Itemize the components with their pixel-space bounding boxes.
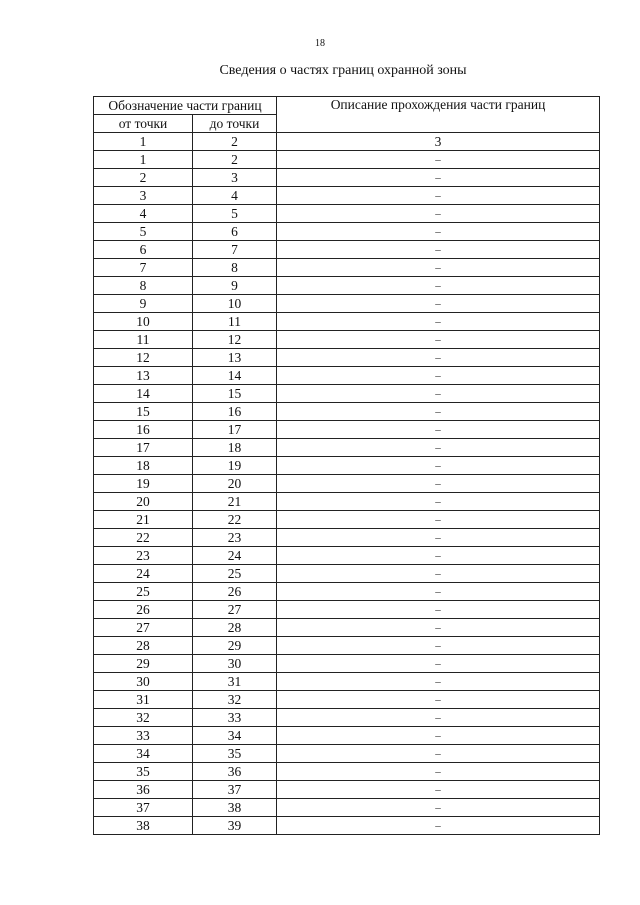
table-row — [94, 205, 600, 223]
cell-description: – — [277, 637, 600, 655]
cell-from-point: 9 — [94, 295, 193, 313]
cell-from-point: 3 — [94, 187, 193, 205]
cell-description: – — [277, 529, 600, 547]
cell-description: – — [277, 781, 600, 799]
table-row — [94, 475, 600, 493]
cell-description: – — [277, 259, 600, 277]
cell-to-point: 33 — [193, 709, 277, 727]
cell-from-point: 8 — [94, 277, 193, 295]
cell-to-point: 3 — [193, 169, 277, 187]
page-title: Сведения о частях границ охранной зоны — [219, 63, 467, 78]
cell-from-point: 29 — [94, 655, 193, 673]
cell-description: – — [277, 187, 600, 205]
header-designation: Обозначение части границ — [94, 97, 277, 115]
cell-to-point: 36 — [193, 763, 277, 781]
cell-description: – — [277, 673, 600, 691]
header-from-point: от точки — [94, 115, 193, 133]
cell-from-point: 12 — [94, 349, 193, 367]
cell-from-point: 24 — [94, 565, 193, 583]
cell-from-point: 26 — [94, 601, 193, 619]
cell-description: – — [277, 403, 600, 421]
table-row — [94, 619, 600, 637]
cell-description: – — [277, 367, 600, 385]
cell-to-point: 34 — [193, 727, 277, 745]
cell-to-point: 20 — [193, 475, 277, 493]
cell-description: – — [277, 727, 600, 745]
cell-from-point: 33 — [94, 727, 193, 745]
cell-description: – — [277, 385, 600, 403]
table-row — [94, 403, 600, 421]
table-row — [94, 277, 600, 295]
cell-description: – — [277, 331, 600, 349]
table-row — [94, 781, 600, 799]
table-row — [94, 727, 600, 745]
cell-description: – — [277, 601, 600, 619]
cell-from-point: 38 — [94, 817, 193, 835]
column-index-1: 1 — [94, 133, 193, 151]
cell-from-point: 25 — [94, 583, 193, 601]
table-row — [94, 223, 600, 241]
table-row — [94, 241, 600, 259]
table-row — [94, 385, 600, 403]
table-row — [94, 349, 600, 367]
cell-description: – — [277, 565, 600, 583]
table-row — [94, 367, 600, 385]
table-row — [94, 583, 600, 601]
cell-to-point: 15 — [193, 385, 277, 403]
cell-description: – — [277, 277, 600, 295]
cell-to-point: 35 — [193, 745, 277, 763]
table-row — [94, 457, 600, 475]
cell-to-point: 32 — [193, 691, 277, 709]
cell-to-point: 16 — [193, 403, 277, 421]
table-row — [94, 547, 600, 565]
cell-to-point: 10 — [193, 295, 277, 313]
table-row — [94, 493, 600, 511]
cell-from-point: 4 — [94, 205, 193, 223]
cell-to-point: 8 — [193, 259, 277, 277]
cell-to-point: 28 — [193, 619, 277, 637]
cell-from-point: 27 — [94, 619, 193, 637]
cell-from-point: 20 — [94, 493, 193, 511]
cell-to-point: 39 — [193, 817, 277, 835]
cell-description: – — [277, 763, 600, 781]
cell-from-point: 18 — [94, 457, 193, 475]
cell-to-point: 24 — [193, 547, 277, 565]
cell-from-point: 37 — [94, 799, 193, 817]
cell-from-point: 1 — [94, 151, 193, 169]
table-row — [94, 151, 600, 169]
table-row — [94, 601, 600, 619]
cell-description: – — [277, 745, 600, 763]
table-row — [94, 691, 600, 709]
cell-description: – — [277, 223, 600, 241]
table-row — [94, 313, 600, 331]
header-to-point: до точки — [193, 115, 277, 133]
cell-description: – — [277, 817, 600, 835]
cell-from-point: 23 — [94, 547, 193, 565]
cell-description: – — [277, 511, 600, 529]
cell-from-point: 11 — [94, 331, 193, 349]
page-number: 18 — [315, 38, 325, 49]
cell-to-point: 22 — [193, 511, 277, 529]
cell-to-point: 31 — [193, 673, 277, 691]
column-index-2: 2 — [193, 133, 277, 151]
cell-to-point: 12 — [193, 331, 277, 349]
cell-from-point: 21 — [94, 511, 193, 529]
table-row — [94, 421, 600, 439]
cell-to-point: 26 — [193, 583, 277, 601]
cell-to-point: 6 — [193, 223, 277, 241]
table-row — [94, 673, 600, 691]
cell-to-point: 19 — [193, 457, 277, 475]
cell-to-point: 30 — [193, 655, 277, 673]
cell-from-point: 19 — [94, 475, 193, 493]
cell-to-point: 4 — [193, 187, 277, 205]
cell-description: – — [277, 655, 600, 673]
cell-from-point: 17 — [94, 439, 193, 457]
cell-description: – — [277, 421, 600, 439]
cell-description: – — [277, 169, 600, 187]
table-row — [94, 529, 600, 547]
table-row — [94, 817, 600, 835]
cell-to-point: 29 — [193, 637, 277, 655]
cell-from-point: 31 — [94, 691, 193, 709]
cell-to-point: 5 — [193, 205, 277, 223]
table-row — [94, 709, 600, 727]
cell-description: – — [277, 241, 600, 259]
cell-from-point: 16 — [94, 421, 193, 439]
cell-to-point: 21 — [193, 493, 277, 511]
cell-description: – — [277, 151, 600, 169]
table-row — [94, 763, 600, 781]
cell-from-point: 7 — [94, 259, 193, 277]
cell-from-point: 15 — [94, 403, 193, 421]
cell-to-point: 18 — [193, 439, 277, 457]
table-row — [94, 187, 600, 205]
cell-description: – — [277, 205, 600, 223]
cell-to-point: 11 — [193, 313, 277, 331]
cell-from-point: 30 — [94, 673, 193, 691]
header-description: Описание прохождения части границ — [277, 97, 600, 133]
cell-from-point: 14 — [94, 385, 193, 403]
cell-description: – — [277, 475, 600, 493]
column-index-row — [94, 133, 600, 151]
cell-description: – — [277, 547, 600, 565]
header-row-group — [94, 97, 600, 115]
table-row — [94, 331, 600, 349]
cell-to-point: 14 — [193, 367, 277, 385]
table-row — [94, 169, 600, 187]
cell-from-point: 6 — [94, 241, 193, 259]
cell-to-point: 23 — [193, 529, 277, 547]
cell-from-point: 28 — [94, 637, 193, 655]
cell-to-point: 9 — [193, 277, 277, 295]
cell-from-point: 22 — [94, 529, 193, 547]
table-row — [94, 439, 600, 457]
cell-description: – — [277, 583, 600, 601]
cell-to-point: 25 — [193, 565, 277, 583]
cell-to-point: 13 — [193, 349, 277, 367]
table-row — [94, 259, 600, 277]
cell-from-point: 13 — [94, 367, 193, 385]
cell-description: – — [277, 313, 600, 331]
cell-from-point: 34 — [94, 745, 193, 763]
cell-description: – — [277, 619, 600, 637]
cell-to-point: 17 — [193, 421, 277, 439]
table-row — [94, 799, 600, 817]
column-index-3: 3 — [277, 133, 600, 151]
table-body — [94, 151, 600, 835]
cell-from-point: 5 — [94, 223, 193, 241]
cell-description: – — [277, 439, 600, 457]
cell-description: – — [277, 691, 600, 709]
table-row — [94, 511, 600, 529]
table-row — [94, 745, 600, 763]
cell-from-point: 2 — [94, 169, 193, 187]
table-row — [94, 655, 600, 673]
cell-from-point: 32 — [94, 709, 193, 727]
cell-description: – — [277, 493, 600, 511]
cell-description: – — [277, 709, 600, 727]
cell-from-point: 36 — [94, 781, 193, 799]
cell-to-point: 37 — [193, 781, 277, 799]
cell-description: – — [277, 349, 600, 367]
cell-to-point: 38 — [193, 799, 277, 817]
cell-description: – — [277, 457, 600, 475]
table-header — [94, 97, 600, 151]
table-row — [94, 295, 600, 313]
cell-to-point: 7 — [193, 241, 277, 259]
cell-from-point: 10 — [94, 313, 193, 331]
cell-from-point: 35 — [94, 763, 193, 781]
cell-description: – — [277, 295, 600, 313]
table-row — [94, 565, 600, 583]
cell-to-point: 2 — [193, 151, 277, 169]
cell-to-point: 27 — [193, 601, 277, 619]
table-row — [94, 637, 600, 655]
cell-description: – — [277, 799, 600, 817]
boundary-parts-table — [93, 96, 600, 835]
